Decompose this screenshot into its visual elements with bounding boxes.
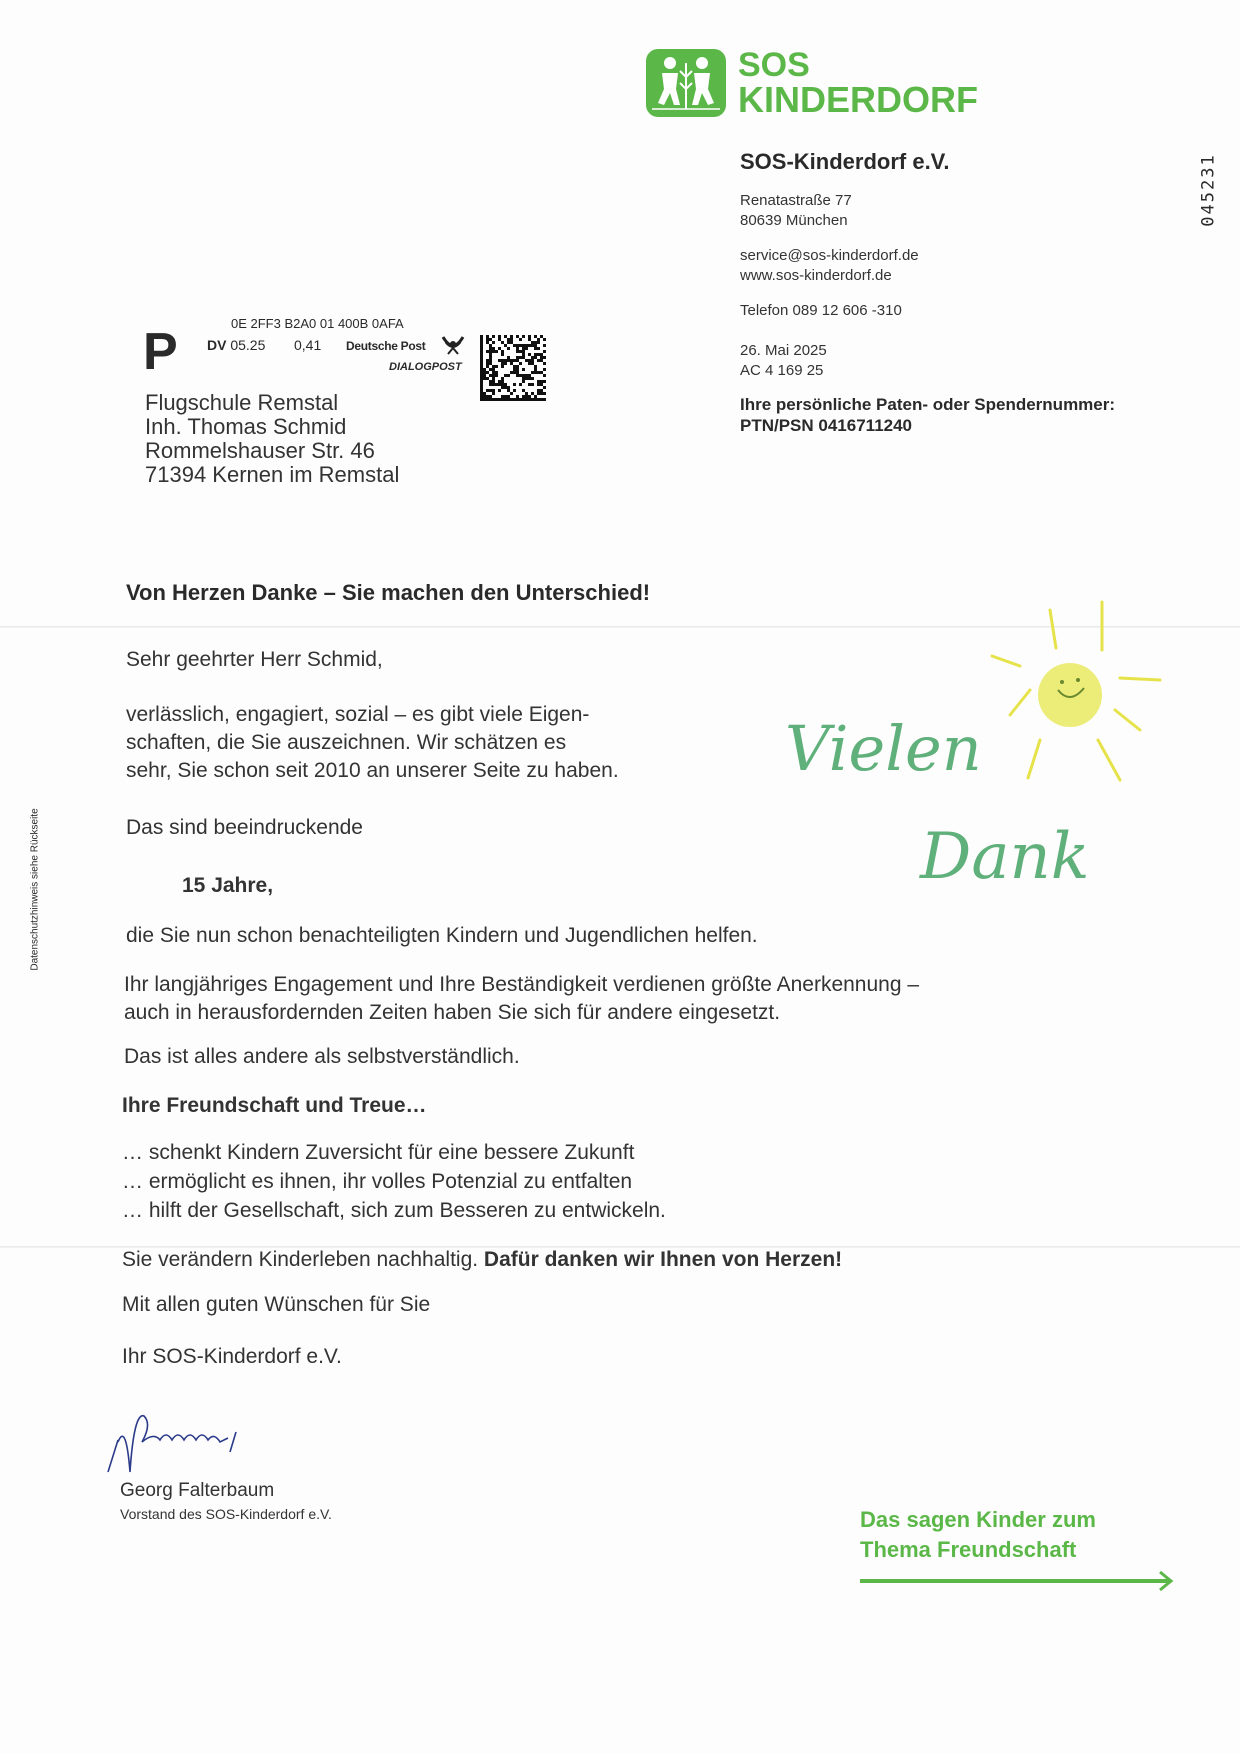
letter-subject: Von Herzen Danke – Sie machen den Unterschied! xyxy=(126,580,651,605)
paragraph-line: sehr, Sie schon seit 2010 an unserer Seite zu haben. xyxy=(126,759,619,782)
sign-org: Ihr SOS-Kinderdorf e.V. xyxy=(122,1345,342,1368)
paragraph-line: schaften, die Sie auszeichnen. Wir schätzen es xyxy=(126,731,567,754)
sender-email[interactable]: service@sos-kinderdorf.de xyxy=(740,247,919,264)
recipient-line: Rommelshauser Str. 46 xyxy=(145,438,375,463)
paragraph-line: verlässlich, engagiert, sozial – es gibt viele Eigen- xyxy=(126,703,590,726)
list-heading: Ihre Freundschaft und Treue… xyxy=(122,1094,427,1117)
donor-number: PTN/PSN 0416711240 xyxy=(740,416,913,435)
paragraph-line: Das ist alles andere als selbstverständlich. xyxy=(124,1045,520,1068)
sender-phone: Telefon 089 12 606 -310 xyxy=(740,302,902,319)
handwriting-vielen: Vielen xyxy=(785,712,982,785)
handwriting-dank: Dank xyxy=(920,820,1090,894)
postage-code: 0E 2FF3 B2A0 01 400B 0AFA xyxy=(231,316,404,331)
signature xyxy=(104,1402,284,1483)
logo-text-sos: SOS xyxy=(738,46,810,84)
postage-dv-value: 05.25 xyxy=(230,337,266,353)
posthorn-icon xyxy=(440,334,466,361)
closing-text: Sie verändern Kinderleben nachhaltig. xyxy=(122,1248,484,1271)
list-item: … ermöglicht es ihnen, ihr volles Potenzial zu entfalten xyxy=(122,1170,633,1193)
privacy-note: Datenschutzhinweis siehe Rückseite xyxy=(29,808,41,971)
years-highlight: 15 Jahre, xyxy=(182,874,274,897)
closing-thanks: Dafür danken wir Ihnen von Herzen! xyxy=(483,1248,843,1271)
datamatrix-code xyxy=(480,335,546,401)
postage-p: P xyxy=(143,323,178,381)
postage-carrier: Deutsche Post xyxy=(346,339,426,353)
salutation: Sehr geehrter Herr Schmid, xyxy=(126,648,383,671)
recipient-line: 71394 Kernen im Remstal xyxy=(145,462,400,487)
paragraph-line: die Sie nun schon benachteiligten Kindern und Jugendlichen helfen. xyxy=(126,924,758,947)
letter-date: 26. Mai 2025 xyxy=(740,342,827,359)
arrow-right-icon xyxy=(860,1570,1176,1597)
postage-price: 0,41 xyxy=(294,337,322,353)
teaser-line: Thema Freundschaft xyxy=(860,1537,1077,1562)
postage-dv-label: DV xyxy=(207,337,227,353)
paragraph-line: Ihr langjähriges Engagement und Ihre Beständigkeit verdienen größte Anerkennung – xyxy=(124,973,920,996)
list-item: … schenkt Kindern Zuversicht für eine bessere Zukunft xyxy=(122,1141,635,1164)
list-item: … hilft der Gesellschaft, sich zum Besseren zu entwickeln. xyxy=(122,1199,666,1222)
sender-street: Renatastraße 77 xyxy=(740,192,852,209)
sun-drawing xyxy=(990,590,1170,795)
teaser-line: Das sagen Kinder zum xyxy=(860,1507,1096,1532)
sos-logo-icon xyxy=(646,49,726,117)
postage-service: DIALOGPOST xyxy=(389,361,462,373)
signer-title: Vorstand des SOS-Kinderdorf e.V. xyxy=(120,1506,332,1522)
donor-number-label: Ihre persönliche Paten- oder Spendernummer: xyxy=(740,395,1116,414)
signer-name: Georg Falterbaum xyxy=(120,1480,275,1501)
wishes: Mit allen guten Wünschen für Sie xyxy=(122,1293,431,1316)
sender-web[interactable]: www.sos-kinderdorf.de xyxy=(740,267,892,284)
recipient-line: Flugschule Remstal xyxy=(145,390,339,415)
side-reference-number: 045231 xyxy=(1198,153,1219,227)
letter-reference: AC 4 169 25 xyxy=(740,362,824,379)
sender-org: SOS-Kinderdorf e.V. xyxy=(740,149,950,174)
paragraph-line: auch in herausfordernden Zeiten haben Sie sich für andere eingesetzt. xyxy=(124,1001,781,1024)
logo-text-kinderdorf: KINDERDORF xyxy=(738,79,978,120)
recipient-line: Inh. Thomas Schmid xyxy=(145,414,347,439)
sender-city: 80639 München xyxy=(740,212,848,229)
paragraph-line: Das sind beeindruckende xyxy=(126,816,363,839)
